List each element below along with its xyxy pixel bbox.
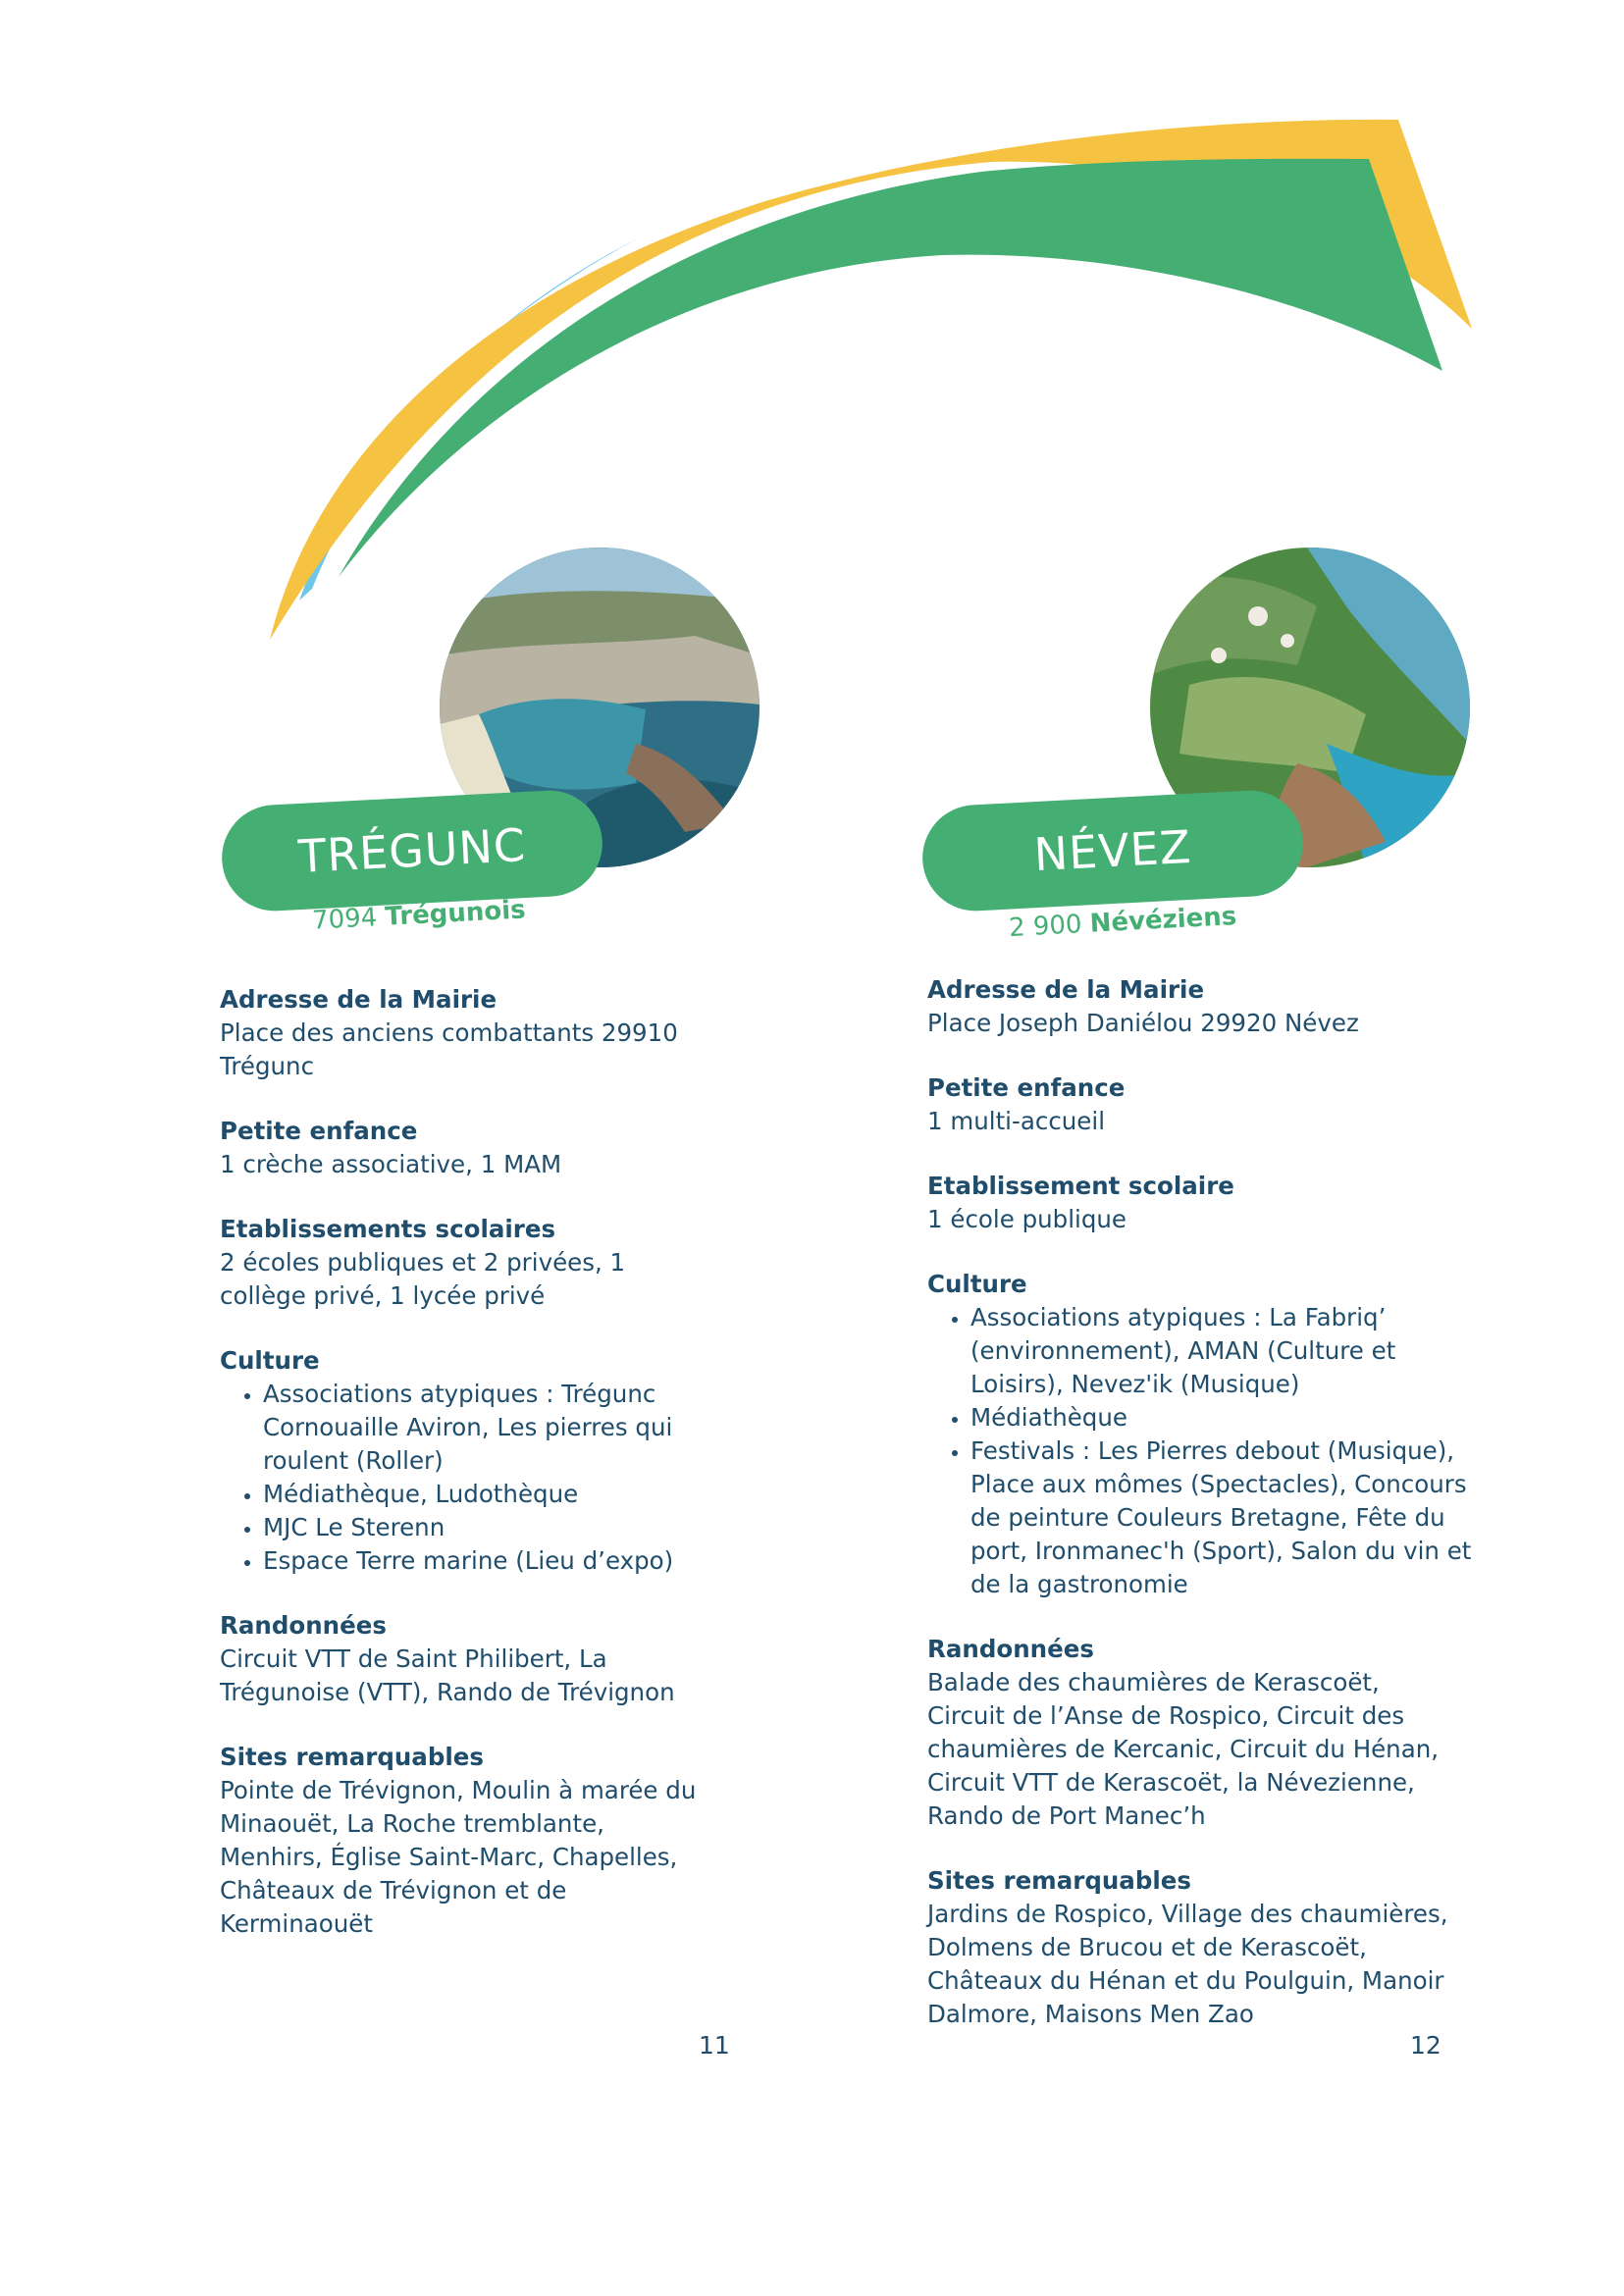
- randonnees-section: Randonnées Circuit VTT de Saint Philibert, La Trégunoise (VTT), Rando de Trévignon: [220, 1611, 675, 1706]
- petite-enfance-section: Petite enfance 1 multi-accueil: [927, 1073, 1126, 1135]
- list-item: • Espace Terre marine (Lieu d’expo): [263, 1544, 754, 1578]
- tregunc-info: [220, 983, 769, 1972]
- tregunc-population: 7094 Trégunois: [311, 895, 527, 936]
- culture-list: [927, 1301, 1486, 1601]
- list-item: • Associations atypiques : Trégunc Cornouaille Aviron, Les pierres qui roulent (Roller): [263, 1378, 754, 1478]
- mairie-section: Adresse de la Mairie Place Joseph Daniélou 29920 Névez: [927, 975, 1359, 1037]
- page-number-left: 11: [699, 2031, 730, 2060]
- nevez-title-pill: [919, 788, 1305, 913]
- tregunc-title: TRÉGUNC: [296, 817, 528, 884]
- list-item: • Associations atypiques : La Fabriq’ (environnement), AMAN (Culture et Loisirs), Nevez'ik (Musique): [970, 1301, 1486, 1401]
- culture-section: Culture • Associations atypiques : La Fabriq’ (environnement), AMAN (Culture et Loisirs), Nevez'ik (Musique) • Médiathèque • Festivals : Les Pierres debout (Musique), Place aux mômes (Spectacles), Concours de peinture Couleurs Bretagne, Fête du port, Ironmanec'h (Sport), Salon du vin et de la gastronomie: [927, 1268, 1477, 1601]
- list-item: • MJC Le Sterenn: [263, 1511, 754, 1544]
- list-item: • Médiathèque, Ludothèque: [263, 1478, 754, 1511]
- nevez-population: 2 900 Névéziens: [1008, 901, 1237, 944]
- scolaire-section: Etablissement scolaire 1 école publique: [927, 1172, 1234, 1233]
- sites-section: Sites remarquables Jardins de Rospico, Village des chaumières, Dolmens de Brucou et de Kerascoët, Châteaux du Hénan et du Poulguin, Manoir Dalmore, Maisons Men Zao: [927, 1866, 1448, 2028]
- swoosh-green-band: [339, 159, 1442, 577]
- list-item: • Médiathèque: [970, 1401, 1486, 1435]
- nevez-title: NÉVEZ: [1032, 819, 1193, 882]
- tregunc-title-pill: [219, 788, 604, 913]
- mairie-section: Adresse de la Mairie Place des anciens combattants 29910 Trégunc: [220, 985, 678, 1080]
- page-number-right: 12: [1410, 2031, 1441, 2060]
- culture-section: Culture • Associations atypiques : Trégunc Cornouaille Aviron, Les pierres qui roulent (Roller) • Médiathèque, Ludothèque • MJC Le Sterenn • Espace Terre marine (Lieu d’expo): [220, 1344, 769, 1578]
- list-item: • Festivals : Les Pierres debout (Musique), Place aux mômes (Spectacles), Concours de peinture Couleurs Bretagne, Fête du port, Ironmanec'h (Sport), Salon du vin et de la gastronomie: [970, 1435, 1486, 1601]
- sites-section: Sites remarquables Pointe de Trévignon, Moulin à marée du Minaouët, La Roche tremblante, Menhirs, Église Saint-Marc, Chapelles, Châteaux de Trévignon et de Kerminaouët: [220, 1743, 697, 1938]
- nevez-info: [927, 973, 1477, 2062]
- culture-list: [220, 1378, 754, 1578]
- petite-enfance-section: Petite enfance 1 crèche associative, 1 MAM: [220, 1117, 562, 1178]
- scolaire-section: Etablissements scolaires 2 écoles publiques et 2 privées, 1 collège privé, 1 lycée privé: [220, 1215, 626, 1310]
- randonnees-section: Randonnées Balade des chaumières de Kerascoët, Circuit de l’Anse de Rospico, Circuit des chaumières de Kercanic, Circuit du Hénan, Circuit VTT de Kerascoët, la Névezienne, Rando de Port Manec’h: [927, 1635, 1440, 1830]
